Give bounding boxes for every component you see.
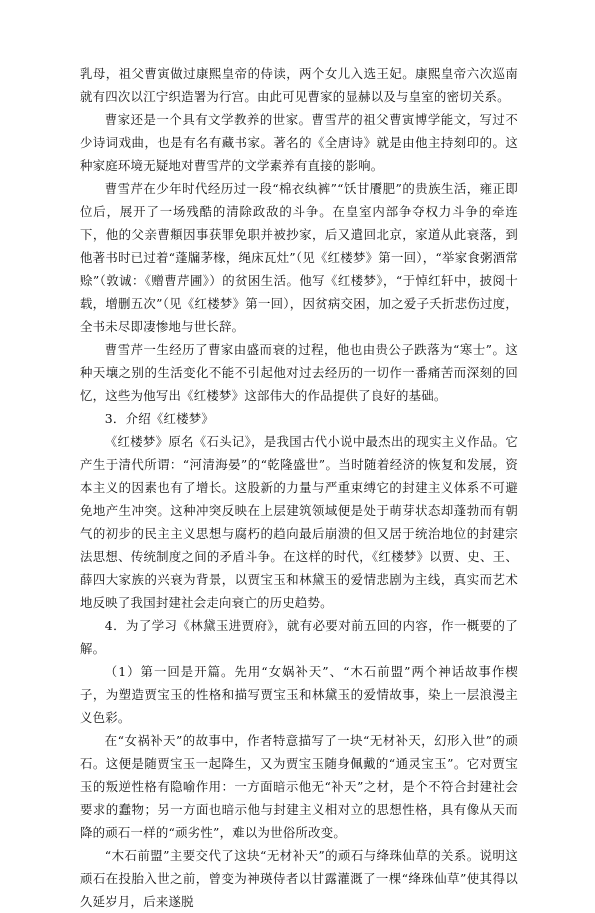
paragraph-2: 曹家还是一个具有文学教养的世家。曹雪芹的祖父曹寅博学能文，写过不少诗词戏曲，也是有名有藏书家。著名的《全唐诗》就是由他主持刻印的。这种家庭环境无疑地对曹雪芹的文学素养有直接的影响。 [80, 112, 518, 173]
paragraph-4: 曹雪芹一生经历了曹家由盛而衰的过程，他也由贵公子跌落为“寒士”。这种天壤之别的生活变化不能不引起他对过去经历的一切作一番痛苦而深刻的回忆，这些为他写出《红楼梦》这部伟大的作品提供了良好的基础。 [80, 342, 518, 403]
section-heading-4: 4．为了学习《林黛玉进贾府》，就有必要对前五回的内容，作一概要的了解。 [80, 618, 518, 656]
paragraph-3: 曹雪芹在少年时代经历过一段“棉衣纨裤”“饫甘餍肥”的贵族生活，雍正即位后，展开了一场残酷的清除政敌的斗争。在皇室内部争夺权力斗争的牵连下，他的父亲曹頫因事获罪免职并被抄家，后又遣回北京，家道从此衰落，到他著书时已过着“蓬牖茅椽，绳床瓦灶”（见《红楼梦》第一回），“举家食粥酒常赊”（敦诚：《赠曹芹圃》）的贫困生活。他写《红楼梦》，“于悼红轩中，披阅十载，增删五次”（见《红楼梦》第一回），因贫病交困，加之爱子夭折悲伤过度，全书未尽即凄惨地与世长辞。 [80, 181, 518, 334]
section-heading-3: 3．介绍《红楼梦》 [104, 411, 215, 426]
paragraph-5: 《红楼梦》原名《石头记》，是我国古代小说中最杰出的现实主义作品。它产生于清代所谓：“河清海晏”的“乾隆盛世”。当时随着经济的恢复和发展，资本主义的因素也有了增长。这股新的力量与严重束缚它的封建主义体系不可避免地产生冲突。这种冲突反映在上层建筑领域便是处于萌芽状态却蓬勃而有朝气的初步的民主主义思想与腐朽的趋向最后崩溃的但又居于统治地位的封建宗法思想、传统制度之间的矛盾斗争。在这样的时代，《红楼梦》以贾、史、王、薛四大家族的兴衰为背景，以贾宝玉和林黛玉的爱情悲剧为主线，真实而艺术地反映了我国封建社会走向衰亡的历史趋势。 [80, 434, 518, 610]
paragraph-7: 在“女祸补天”的故事中，作者特意描写了一块“无材补天，幻形入世”的顽石。这便是随贾宝玉一起降生，又为贾宝玉随身佩戴的“通灵宝玉”。它对贾宝玉的叛逆性格有隐喻作用：一方面暗示他无“补天”之材，是个不符合封建社会要求的蠢物；另一方面也暗示他与封建主义相对立的思想性格，具有像从天而降的顽石一样的“顽劣性”，难以为世俗所改变。 [80, 733, 518, 840]
paragraph-1: 乳母，祖父曹寅做过康熙皇帝的侍读，两个女儿入选王妃。康熙皇帝六次巡南就有四次以江宁织造署为行宫。由此可见曹家的显赫以及与皇室的密切关系。 [80, 66, 518, 104]
paragraph-8: “木石前盟”主要交代了这块“无材补天”的顽石与绛珠仙草的关系。说明这顽石在投胎入世之前，曾变为神瑛侍者以甘露灌溉了一棵“绛珠仙草”使其得以久延岁月，后来遂脱 [80, 848, 518, 909]
paragraph-6: （1）第一回是开篇。先用“女娲补天”、“木石前盟”两个神话故事作楔子，为塑造贾宝玉的性格和描写贾宝玉和林黛玉的爱情故事，染上一层浪漫主义色彩。 [80, 664, 518, 725]
document-page [80, 62, 518, 913]
